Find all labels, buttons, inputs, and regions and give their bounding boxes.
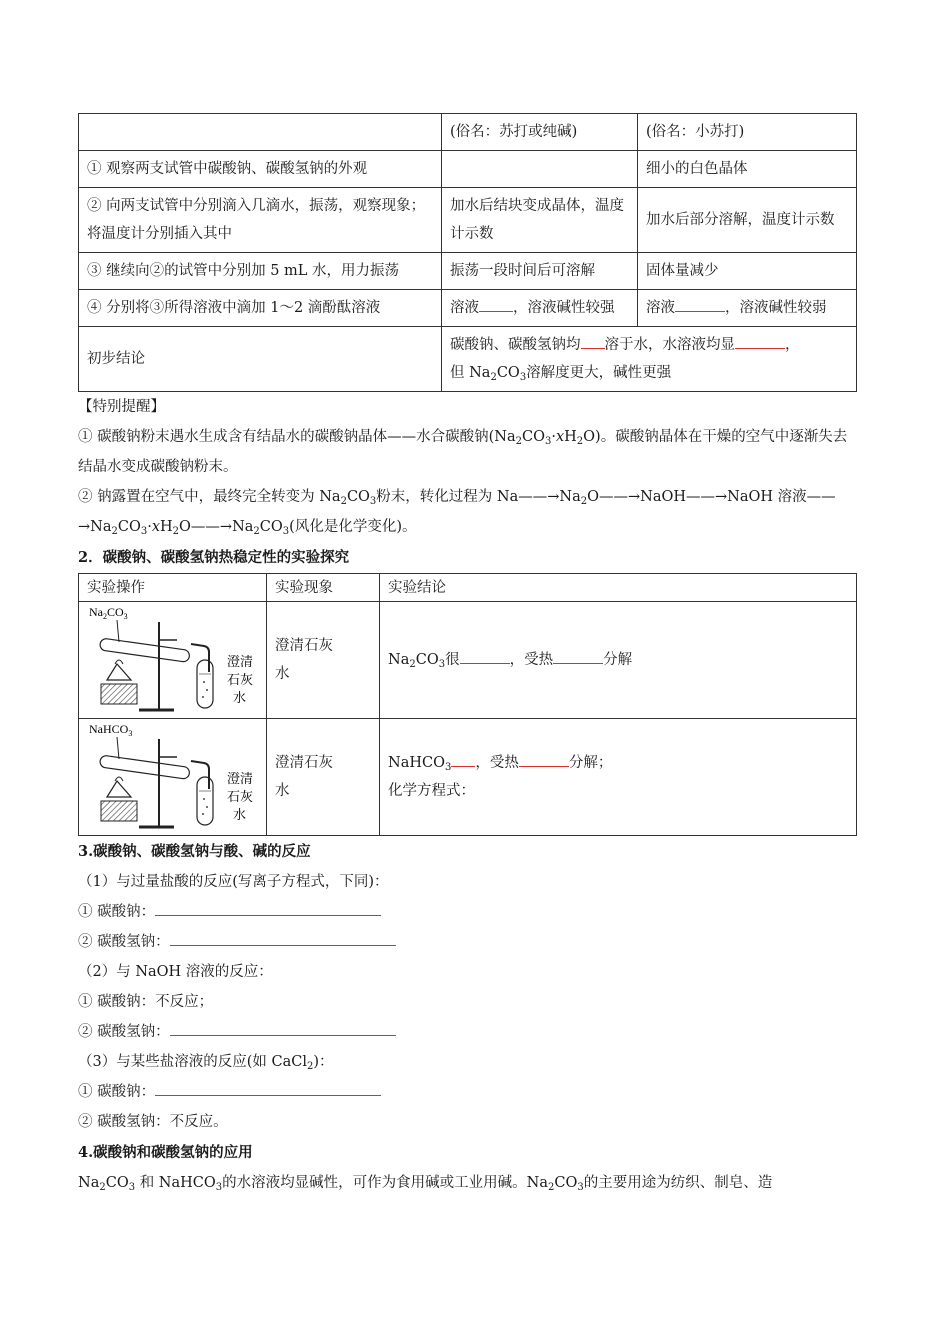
answer-blank[interactable]	[735, 334, 785, 349]
table-cell	[638, 290, 857, 327]
cell-text: 但 Na	[450, 365, 491, 381]
apparatus-label: NaHCO$_3$	[89, 722, 133, 738]
cell-text: ，	[785, 337, 800, 353]
lime-water-label: 水	[233, 691, 247, 706]
table-cell: 细小的白色晶体	[638, 151, 857, 188]
cell-text: ，溶液碱性较弱	[725, 300, 827, 316]
thermal-stability-table	[78, 573, 857, 836]
section-4-paragraph: $Na_2CO_3$ 和 NaHCO$_3$的水溶液均显碱性，可作为食用碱或工业用碱。$Na_2CO_3$的主要用途为纺织、制皂、造	[78, 1175, 773, 1193]
question-2: （2）与 NaOH 溶液的反应：	[78, 964, 273, 980]
table-cell	[442, 151, 638, 188]
subscript: 2	[490, 372, 497, 383]
heating-apparatus-diagram	[79, 719, 267, 835]
table-cell: 加水后部分溶解，温度计示数	[638, 188, 857, 253]
table-header-cell: 实验结论	[380, 574, 857, 602]
question-1a: ① 碳酸钠：	[78, 897, 856, 927]
cell-text: 溶液	[450, 300, 479, 316]
cell-text: 碳酸钠、碳酸氢钠均	[450, 337, 581, 353]
table-cell: ③ 继续向②的试管中分别加 5 mL 水，用力振荡	[79, 253, 442, 290]
comparison-table	[78, 113, 857, 392]
lime-water-label: 澄清	[227, 772, 254, 787]
tip-2: ② 钠露置在空气中，最终完全转变为 $Na_2CO_3$粉末，转化过程为 $Na——\to Na_2O——\to NaOH——\to NaOH$ 溶液$——\to Na_2CO_3\cdot xH_2O——\to Na_2CO_3$(风化是化学变化)。	[78, 489, 836, 537]
conclusion-cell	[442, 327, 857, 392]
table-cell: 初步结论	[79, 327, 442, 392]
cell-text: 溶液	[646, 300, 675, 316]
section-2-title: 2．碳酸钠、碳酸氢钠热稳定性的实验探究	[78, 549, 350, 566]
conclusion-cell: NaHCO$_3$ ，受热 分解； 化学方程式：	[380, 719, 857, 836]
cell-text: 溶解度更大，碱性更强	[526, 365, 672, 381]
table-cell: 固体量减少	[638, 253, 857, 290]
answer-blank[interactable]	[675, 297, 725, 312]
answer-blank[interactable]	[155, 901, 381, 916]
answer-blank[interactable]	[170, 1021, 396, 1036]
question-3: （3）与某些盐溶液的反应(如 CaCl$_2$)：	[78, 1054, 334, 1072]
table-cell: 加水后结块变成晶体，温度计示数	[442, 188, 638, 253]
section-4-title: 4.碳酸钠和碳酸氢钠的应用	[78, 1144, 253, 1161]
question-1: （1）与过量盐酸的反应(写离子方程式，下同)：	[78, 874, 389, 890]
apparatus-cell	[79, 719, 267, 836]
answer-blank[interactable]	[451, 752, 475, 767]
cell-text: 溶于水，水溶液均显	[604, 337, 735, 353]
document-page	[78, 113, 856, 1198]
answer-blank[interactable]	[479, 297, 513, 312]
table-header-cell: 实验操作	[79, 574, 267, 602]
table-header-cell: (俗名：苏打或纯碱)	[442, 114, 638, 151]
subscript: 3	[519, 372, 527, 383]
heating-apparatus-diagram	[79, 602, 267, 718]
question-2b: ② 碳酸氢钠：	[78, 1017, 856, 1047]
question-3a: ① 碳酸钠：	[78, 1077, 856, 1107]
table-header-cell: (俗名：小苏打)	[638, 114, 857, 151]
lime-water-label: 澄清	[227, 655, 254, 670]
question-2a: ① 碳酸钠：不反应；	[78, 994, 214, 1010]
cell-text: 澄清石灰水	[275, 638, 333, 682]
lime-water-label: 石灰	[227, 790, 254, 805]
apparatus-cell	[79, 602, 267, 719]
table-cell: 振荡一段时间后可溶解	[442, 253, 638, 290]
answer-blank[interactable]	[155, 1081, 381, 1096]
question-3b: ② 碳酸氢钠：不反应。	[78, 1114, 228, 1130]
cell-text: ，溶液碱性较强	[513, 300, 615, 316]
tip-1: ① 碳酸钠粉末遇水生成含有结晶水的碳酸钠晶体——水合碳酸钠$(Na_2CO_3\cdot xH_2O)$。碳酸钠晶体在干燥的空气中逐渐失去结晶水变成碳酸钠粉末。	[78, 429, 848, 475]
table-header-cell	[79, 114, 442, 151]
lime-water-label: 石灰	[227, 673, 254, 688]
answer-blank[interactable]	[553, 649, 603, 664]
answer-blank[interactable]	[170, 931, 396, 946]
table-cell: ④ 分别将③所得溶液中滴加 1～2 滴酚酞溶液	[79, 290, 442, 327]
answer-blank[interactable]	[460, 649, 510, 664]
answer-blank[interactable]	[581, 334, 605, 349]
section-3-title: 3.碳酸钠、碳酸氢钠与酸、碱的反应	[78, 843, 311, 860]
table-header-cell: 实验现象	[267, 574, 380, 602]
conclusion-cell: $Na_2CO_3$很 ，受热 分解	[380, 602, 857, 719]
table-cell: ① 观察两支试管中碳酸钠、碳酸氢钠的外观	[79, 151, 442, 188]
apparatus-label: $Na_2CO_3$	[89, 605, 128, 621]
cell-text: 澄清石灰水	[275, 755, 333, 799]
table-cell: ② 向两支试管中分别滴入几滴水，振荡，观察现象；将温度计分别插入其中	[79, 188, 442, 253]
tips-title: 【特别提醒】	[78, 399, 165, 415]
answer-blank[interactable]	[519, 752, 569, 767]
table-cell	[267, 719, 380, 836]
table-cell	[267, 602, 380, 719]
lime-water-label: 水	[233, 808, 247, 823]
table-cell	[442, 290, 638, 327]
question-1b: ② 碳酸氢钠：	[78, 927, 856, 957]
cell-text: CO	[496, 365, 520, 381]
